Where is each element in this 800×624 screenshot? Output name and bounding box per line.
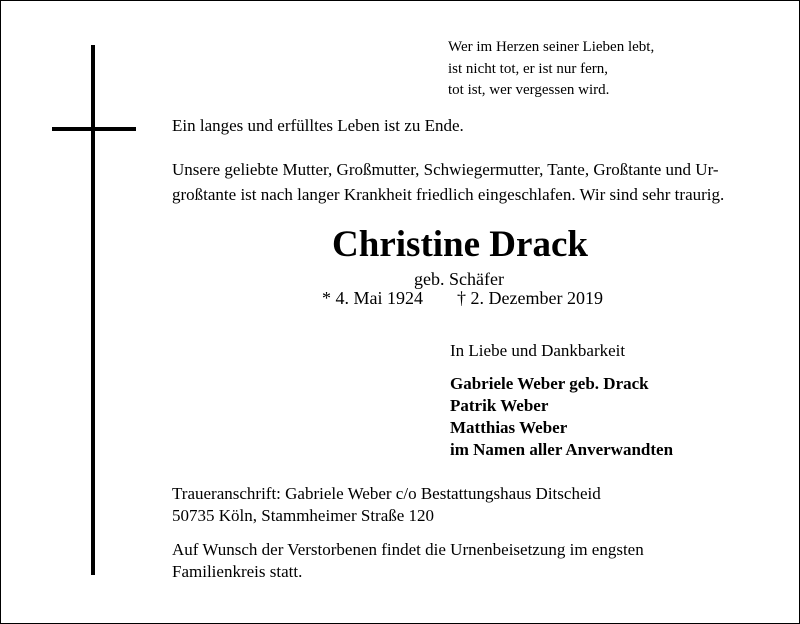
motto-line: Wer im Herzen seiner Lieben lebt, — [448, 39, 655, 55]
note-line: Auf Wunsch der Verstorbenen findet die Urnenbeisetzung im engsten — [172, 540, 644, 559]
motto-verse — [448, 37, 654, 102]
death-date: † 2. Dezember 2019 — [457, 288, 603, 308]
birth-date: * 4. Mai 1924 — [322, 288, 423, 308]
mourning-address — [172, 483, 601, 527]
announcement-line: großtante ist nach langer Krankheit friedlich eingeschlafen. Wir sind sehr traurig. — [172, 185, 725, 204]
birth-name: geb. Schäfer — [414, 269, 504, 289]
intro-text: Ein langes und erfülltes Leben ist zu Ende. — [172, 116, 464, 135]
announcement-text — [172, 157, 724, 207]
motto-line: tot ist, wer vergessen wird. — [448, 82, 610, 98]
mourners-list — [450, 373, 673, 461]
mourner-name: Gabriele Weber geb. Drack — [450, 374, 649, 393]
motto-line: ist nicht tot, er ist nur fern, — [448, 60, 608, 77]
burial-note — [172, 539, 644, 583]
note-line: Familienkreis statt. — [172, 562, 303, 581]
address-line: 50735 Köln, Stammheimer Straße 120 — [172, 506, 435, 525]
closing-phrase: In Liebe und Dankbarkeit — [450, 341, 626, 360]
mourner-name: Matthias Weber — [450, 418, 568, 437]
address-line: Traueranschrift: Gabriele Weber c/o Bestattungshaus Ditscheid — [172, 484, 601, 503]
cross-icon-horizontal-bar — [52, 127, 136, 131]
announcement-line: Unsere geliebte Mutter, Großmutter, Schwiegermutter, Tante, Großtante und Ur- — [172, 160, 719, 179]
mourner-name: Patrik Weber — [450, 396, 549, 415]
cross-icon-vertical-bar — [91, 45, 95, 575]
deceased-name: Christine Drack — [332, 224, 588, 265]
mourner-name: im Namen aller Anverwandten — [450, 440, 674, 459]
